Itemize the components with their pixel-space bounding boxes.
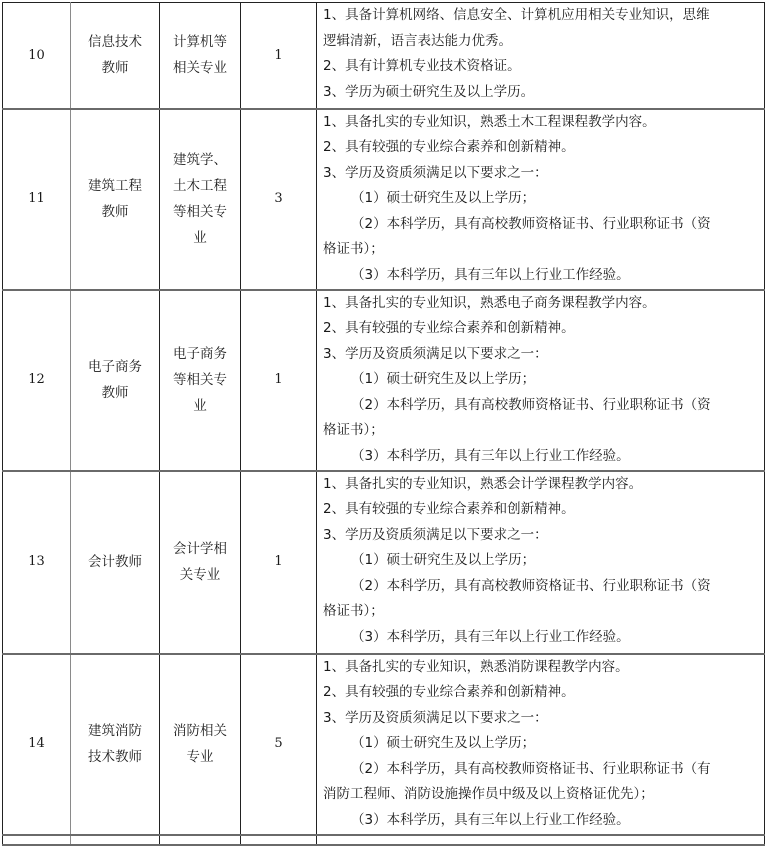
row-number-cell <box>3 3 71 109</box>
major-name: 建筑学、土木工程等相关专业 <box>173 151 227 246</box>
empty-cell <box>241 835 317 845</box>
requirement-line: 1、具备扎实的专业知识，熟悉电子商务课程教学内容。 <box>323 294 656 311</box>
requirement-line: 3、学历及资质须满足以下要求之一： <box>323 526 548 543</box>
table-row <box>3 471 765 654</box>
position-cell <box>71 3 160 109</box>
requirement-line: （1）硕士研究生及以上学历； <box>351 371 536 387</box>
requirement-line: 2、具有较强的专业综合素养和创新精神。 <box>323 139 575 155</box>
requirements-cell <box>317 290 765 471</box>
requirement-line: （2）本科学历，具有高校教师资格证书、行业职称证书（资 <box>351 577 711 594</box>
position-cell <box>71 471 160 654</box>
major-cell <box>160 3 241 109</box>
headcount: 1 <box>274 47 283 63</box>
requirement-line: 1、具备扎实的专业知识，熟悉土木工程课程教学内容。 <box>323 113 656 130</box>
row-number-cell <box>3 471 71 654</box>
headcount-cell <box>241 3 317 109</box>
requirement-line: （3）本科学历，具有三年以上行业工作经验。 <box>351 628 630 645</box>
requirement-line: 格证书）； <box>323 422 384 438</box>
requirement-line: 3、学历为硕士研究生及以上学历。 <box>323 83 535 100</box>
headcount-cell <box>241 290 317 471</box>
headcount-cell <box>241 109 317 290</box>
major-name: 计算机等相关专业 <box>173 34 227 76</box>
major-name: 电子商务等相关专业 <box>173 345 227 414</box>
table-row <box>3 654 765 835</box>
row-number: 12 <box>28 372 45 388</box>
position-name: 电子商务教师 <box>88 358 142 401</box>
position-name: 建筑消防技术教师 <box>88 722 142 765</box>
requirement-line: （1）硕士研究生及以上学历； <box>351 190 536 206</box>
major-name: 消防相关专业 <box>173 722 227 765</box>
requirements-cell <box>317 3 765 109</box>
major-cell <box>160 654 241 835</box>
requirements-cell <box>317 471 765 654</box>
requirement-line: 2、具有较强的专业综合素养和创新精神。 <box>323 501 575 517</box>
major-cell <box>160 109 241 290</box>
requirements-cell <box>317 109 765 290</box>
headcount-cell <box>241 654 317 835</box>
requirement-line: 1、具备扎实的专业知识，熟悉消防课程教学内容。 <box>323 658 629 675</box>
table-row-partial <box>3 835 765 845</box>
headcount: 1 <box>274 372 283 388</box>
headcount: 1 <box>274 554 283 570</box>
position-cell <box>71 290 160 471</box>
position-name: 信息技术教师 <box>88 34 142 76</box>
row-number-cell <box>3 109 71 290</box>
headcount: 5 <box>274 736 283 752</box>
requirement-line: （2）本科学历，具有高校教师资格证书、行业职称证书（资 <box>351 215 711 232</box>
requirement-line: 3、学历及资质须满足以下要求之一： <box>323 164 548 181</box>
major-cell <box>160 471 241 654</box>
requirement-line: 消防工程师、消防设施操作员中级及以上资格证优先）； <box>323 786 654 802</box>
requirement-line: 2、具有较强的专业综合素养和创新精神。 <box>323 684 575 700</box>
row-number: 14 <box>28 736 45 752</box>
requirement-line: 3、学历及资质须满足以下要求之一： <box>323 709 548 726</box>
table-row <box>3 3 765 109</box>
requirement-line: 1、具备计算机网络、信息安全、计算机应用相关专业知识，思维 <box>323 7 710 23</box>
empty-cell <box>71 835 160 845</box>
row-number-cell <box>3 654 71 835</box>
requirement-line: 3、学历及资质须满足以下要求之一： <box>323 345 548 362</box>
major-name: 会计学相关专业 <box>173 540 227 583</box>
requirement-line: 1、具备扎实的专业知识，熟悉会计学课程教学内容。 <box>323 475 643 492</box>
requirement-line: （3）本科学历，具有三年以上行业工作经验。 <box>351 447 630 464</box>
table-row <box>3 109 765 290</box>
row-number: 11 <box>28 191 45 207</box>
major-cell <box>160 290 241 471</box>
requirement-line: 2、具有计算机专业技术资格证。 <box>323 58 521 74</box>
requirement-line: （2）本科学历，具有高校教师资格证书、行业职称证书（有 <box>351 760 711 777</box>
table-body <box>3 3 765 845</box>
position-name: 会计教师 <box>88 553 142 570</box>
position-cell <box>71 654 160 835</box>
requirement-line: （1）硕士研究生及以上学历； <box>351 735 536 751</box>
requirement-line: （3）本科学历，具有三年以上行业工作经验。 <box>351 266 630 283</box>
table-row <box>3 290 765 471</box>
row-number-cell <box>3 290 71 471</box>
headcount-cell <box>241 471 317 654</box>
empty-cell <box>3 835 71 845</box>
empty-cell <box>317 835 765 845</box>
requirement-line: （3）本科学历，具有三年以上行业工作经验。 <box>351 811 630 828</box>
requirement-line: 逻辑清新，语言表达能力优秀。 <box>323 32 512 49</box>
empty-cell <box>160 835 241 845</box>
requirement-line: （2）本科学历，具有高校教师资格证书、行业职称证书（资 <box>351 396 711 413</box>
requirement-line: 格证书）； <box>323 603 384 619</box>
requirements-cell <box>317 654 765 835</box>
requirement-line: 格证书）； <box>323 241 384 257</box>
row-number: 13 <box>28 554 45 570</box>
requirement-line: 2、具有较强的专业综合素养和创新精神。 <box>323 320 575 336</box>
row-number: 10 <box>28 47 45 63</box>
recruitment-table <box>2 2 765 846</box>
requirement-line: （1）硕士研究生及以上学历； <box>351 552 536 568</box>
position-name: 建筑工程教师 <box>88 177 142 220</box>
headcount: 3 <box>274 191 283 207</box>
position-cell <box>71 109 160 290</box>
